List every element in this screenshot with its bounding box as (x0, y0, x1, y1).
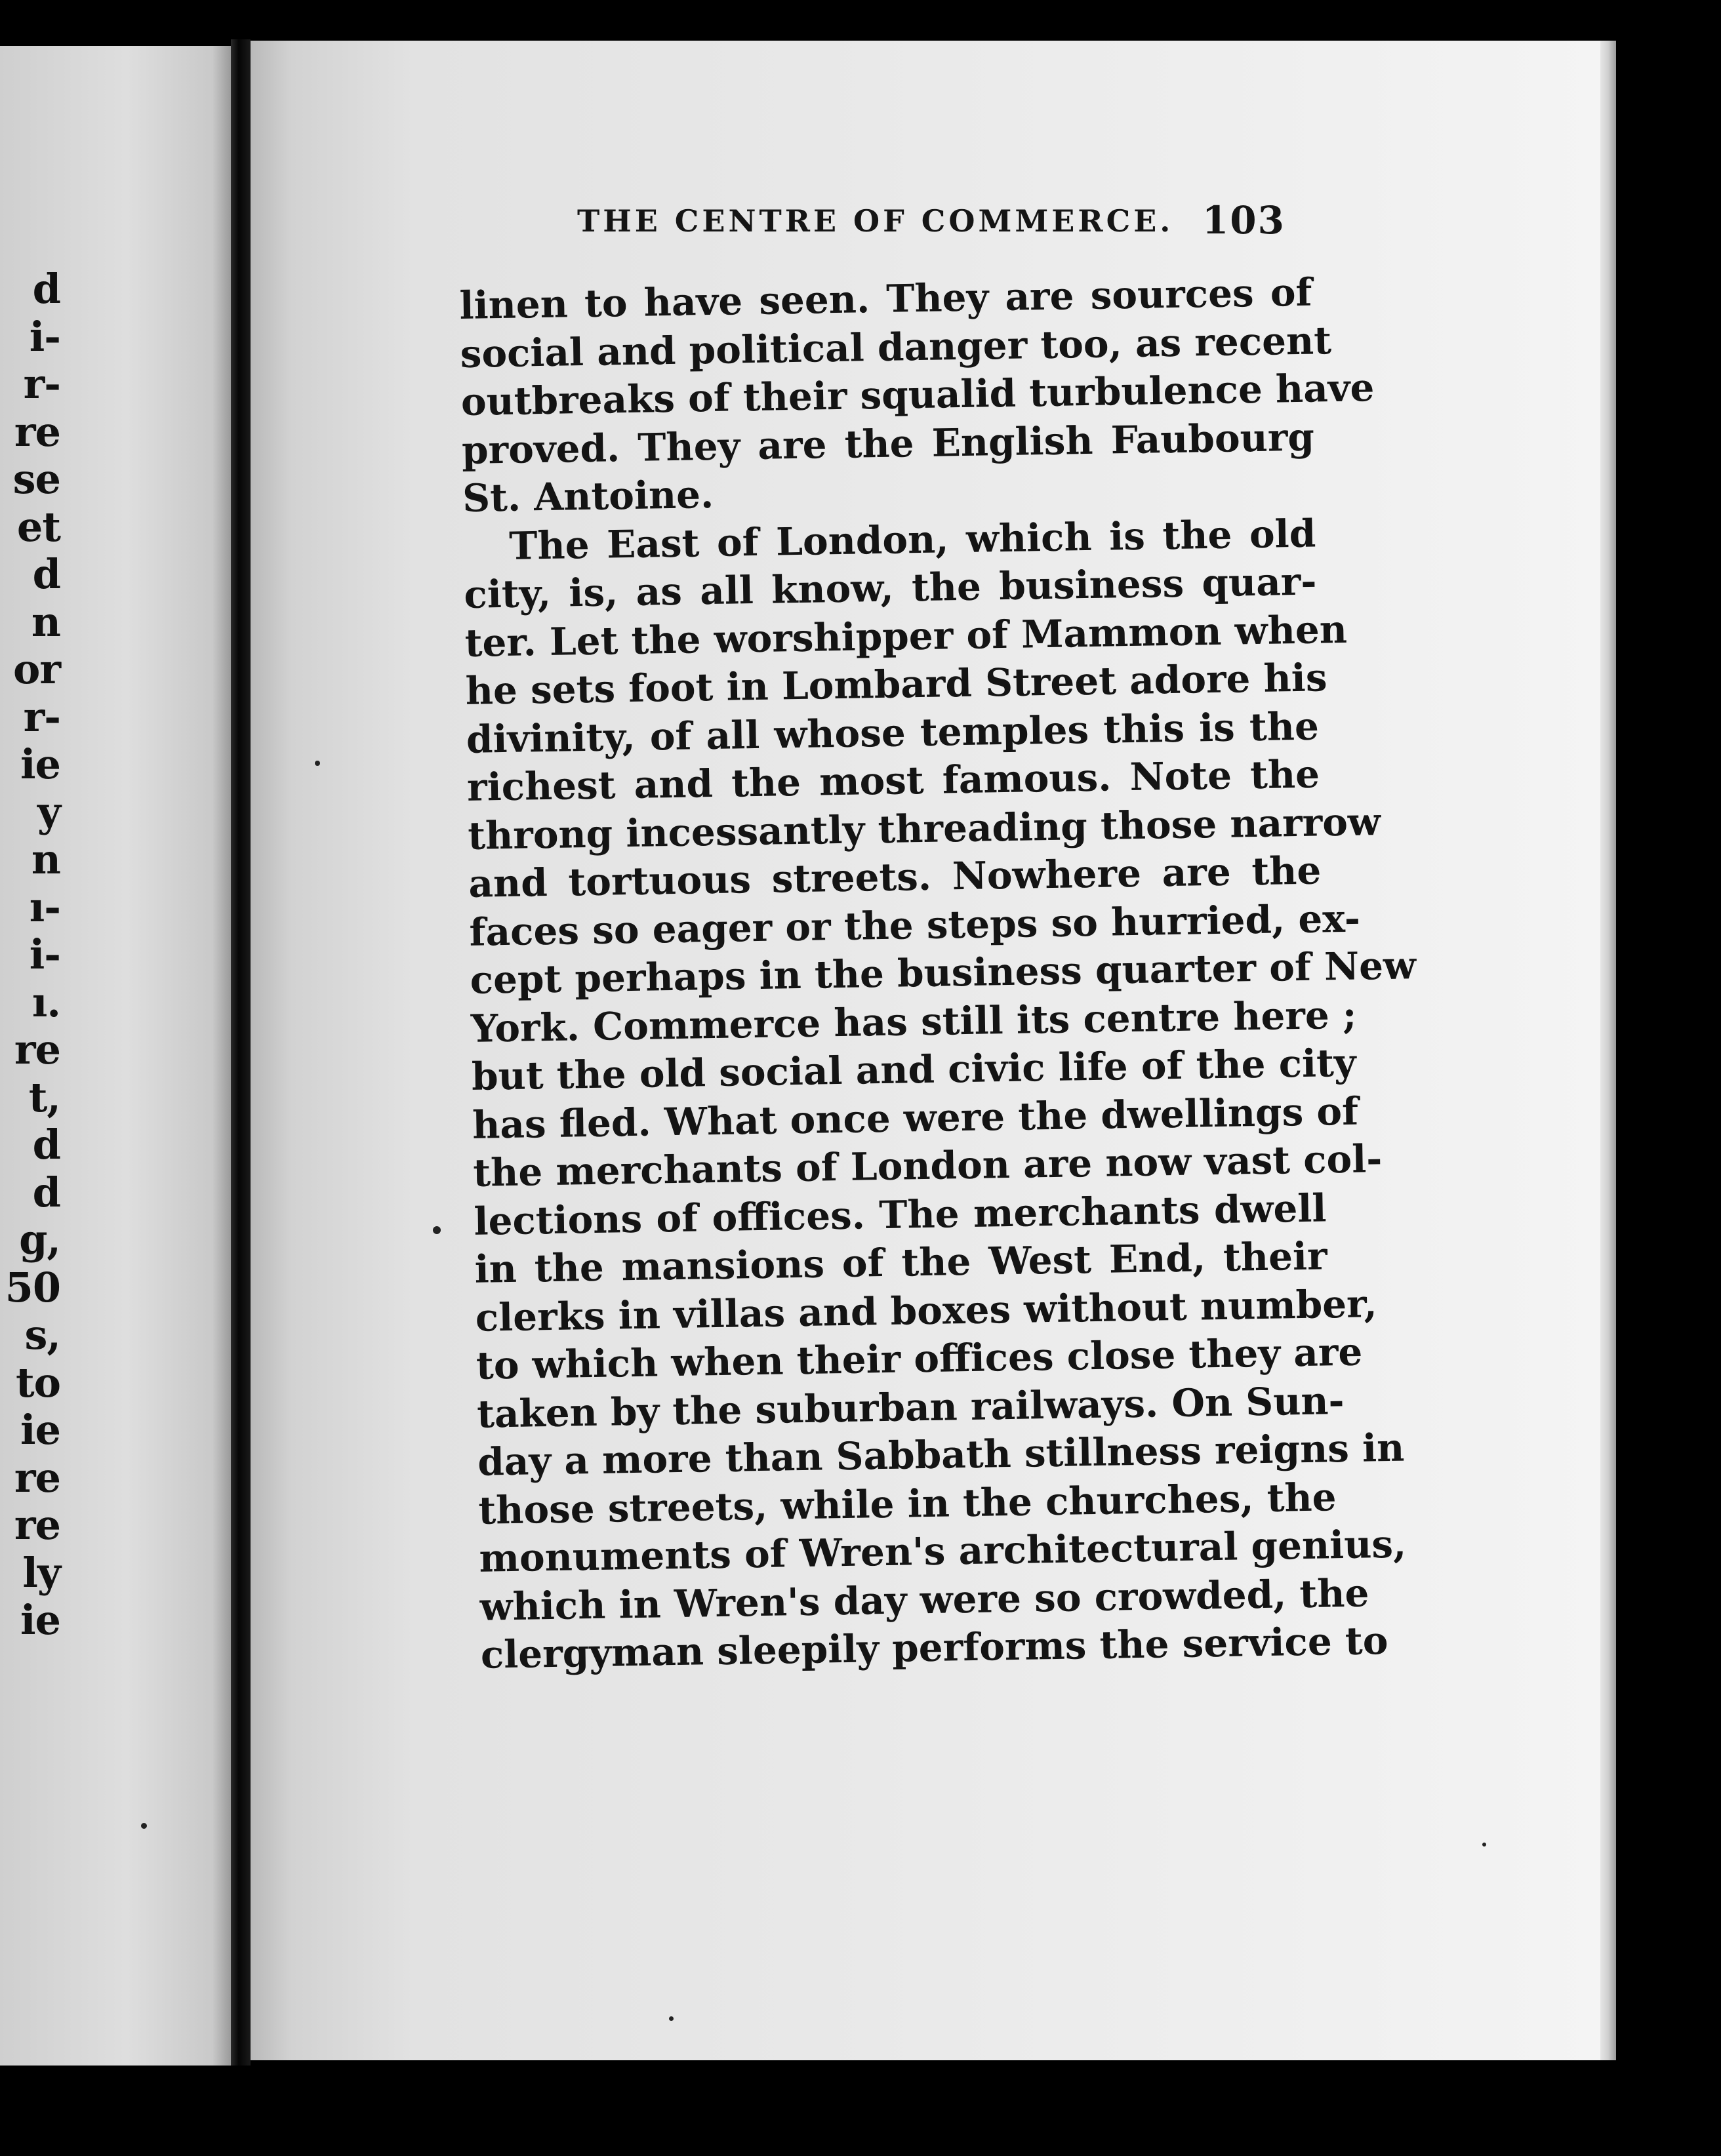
left-page-fragment: t, (28, 1073, 60, 1121)
book-gutter (231, 39, 251, 2066)
left-page-fragment: d (32, 265, 60, 313)
text-line: city, is, as all know, the business quar- (463, 559, 1317, 617)
text-line: those streets, while in the churches, the (477, 1474, 1337, 1533)
text-line: ter. Let the worshipper of Mammon when (464, 607, 1348, 666)
text-line: has fled. What once were the dwellings of (472, 1088, 1359, 1148)
left-page-fragment: r- (23, 692, 60, 741)
text-line: throng incessantly threading those narrow (467, 799, 1381, 858)
left-page-fragment: g, (19, 1216, 60, 1264)
body-text (459, 269, 1417, 1680)
text-line: taken by the suburban railways. On Sun- (476, 1378, 1345, 1437)
left-page-fragment: y (37, 788, 60, 836)
running-title: THE CENTRE OF COMMERCE. (577, 203, 1174, 239)
text-line: proved. They are the English Faubourg (461, 414, 1315, 473)
left-page-fragment: ı- (29, 883, 60, 931)
text-line: social and political danger too, as recent (460, 317, 1332, 376)
text-line: York. Commerce has still its centre here ; (470, 992, 1357, 1051)
text-line: richest and the most famous. Note the (466, 751, 1320, 810)
left-page-fragment: re (14, 1453, 60, 1502)
text-line: in the mansions of the West End, their (474, 1233, 1328, 1292)
text-line: linen to have seen. They are sources of (459, 270, 1312, 328)
text-line: monuments of Wren's architectural genius, (479, 1521, 1407, 1581)
text-line: outbreaks of their squalid turbulence have (460, 365, 1375, 424)
left-page-fragment: i- (29, 930, 60, 978)
left-page-fragment: d (32, 1121, 60, 1168)
left-page-fragment: ie (20, 1406, 60, 1454)
page-edge (1600, 41, 1616, 2060)
text-line: lections of offices. The merchants dwell (473, 1185, 1327, 1244)
left-page-fragment: to (16, 1358, 60, 1407)
text-line: faces so eager or the steps so hurried, ex- (469, 896, 1361, 955)
left-page-fragment: ı. (31, 978, 60, 1026)
text-line: clergyman sleepily performs the service to (480, 1618, 1388, 1677)
left-page-fragment: n (31, 835, 60, 883)
print-speck (669, 2016, 674, 2021)
text-line: day a more than Sabbath stillness reigns in (477, 1425, 1405, 1485)
left-page-fragment: or (12, 645, 60, 693)
text-line: which in Wren's day were so crowded, the (479, 1570, 1369, 1629)
text-line: he sets foot in Lombard Street adore his (465, 655, 1327, 713)
print-speck (433, 1226, 441, 1234)
left-page-fragment: et (16, 502, 60, 551)
left-page-fragment: ly (22, 1548, 60, 1597)
left-page-fragment: n (31, 597, 60, 646)
left-page-fragment: s, (24, 1311, 60, 1359)
left-page-fragment: re (14, 1501, 60, 1549)
left-page-fragment: ie (20, 1596, 60, 1644)
left-page-fragment: d (32, 550, 60, 598)
print-speck (315, 761, 320, 766)
left-page-fragment: ie (20, 740, 60, 788)
left-page (0, 46, 231, 2066)
text-line: St. Antoine. (462, 471, 714, 521)
left-page-fragment: 50 (5, 1263, 60, 1311)
left-page-fragment: se (12, 455, 60, 503)
text-line: to which when their offices close they are (476, 1329, 1363, 1388)
left-page-fragment: i- (29, 312, 60, 361)
text-line: cept perhaps in the business quarter of New (470, 943, 1417, 1003)
left-page-fragment: r- (23, 360, 60, 408)
left-page-fragment: re (14, 407, 60, 456)
text-line: The East of London, which is the old (508, 511, 1316, 569)
text-line: but the old social and civic life of the city (471, 1040, 1357, 1099)
text-line: the merchants of London are now vast col- (472, 1136, 1383, 1195)
left-page-fragment: re (14, 1026, 60, 1073)
text-line: divinity, of all whose temples this is the (466, 703, 1320, 762)
print-speck (141, 1823, 147, 1829)
page-number: 103 (1202, 198, 1286, 243)
text-line: clerks in villas and boxes without number, (475, 1281, 1378, 1340)
print-speck (1482, 1843, 1486, 1847)
text-line: and tortuous streets. Nowhere are the (468, 848, 1322, 906)
left-page-fragment: d (32, 1168, 60, 1216)
